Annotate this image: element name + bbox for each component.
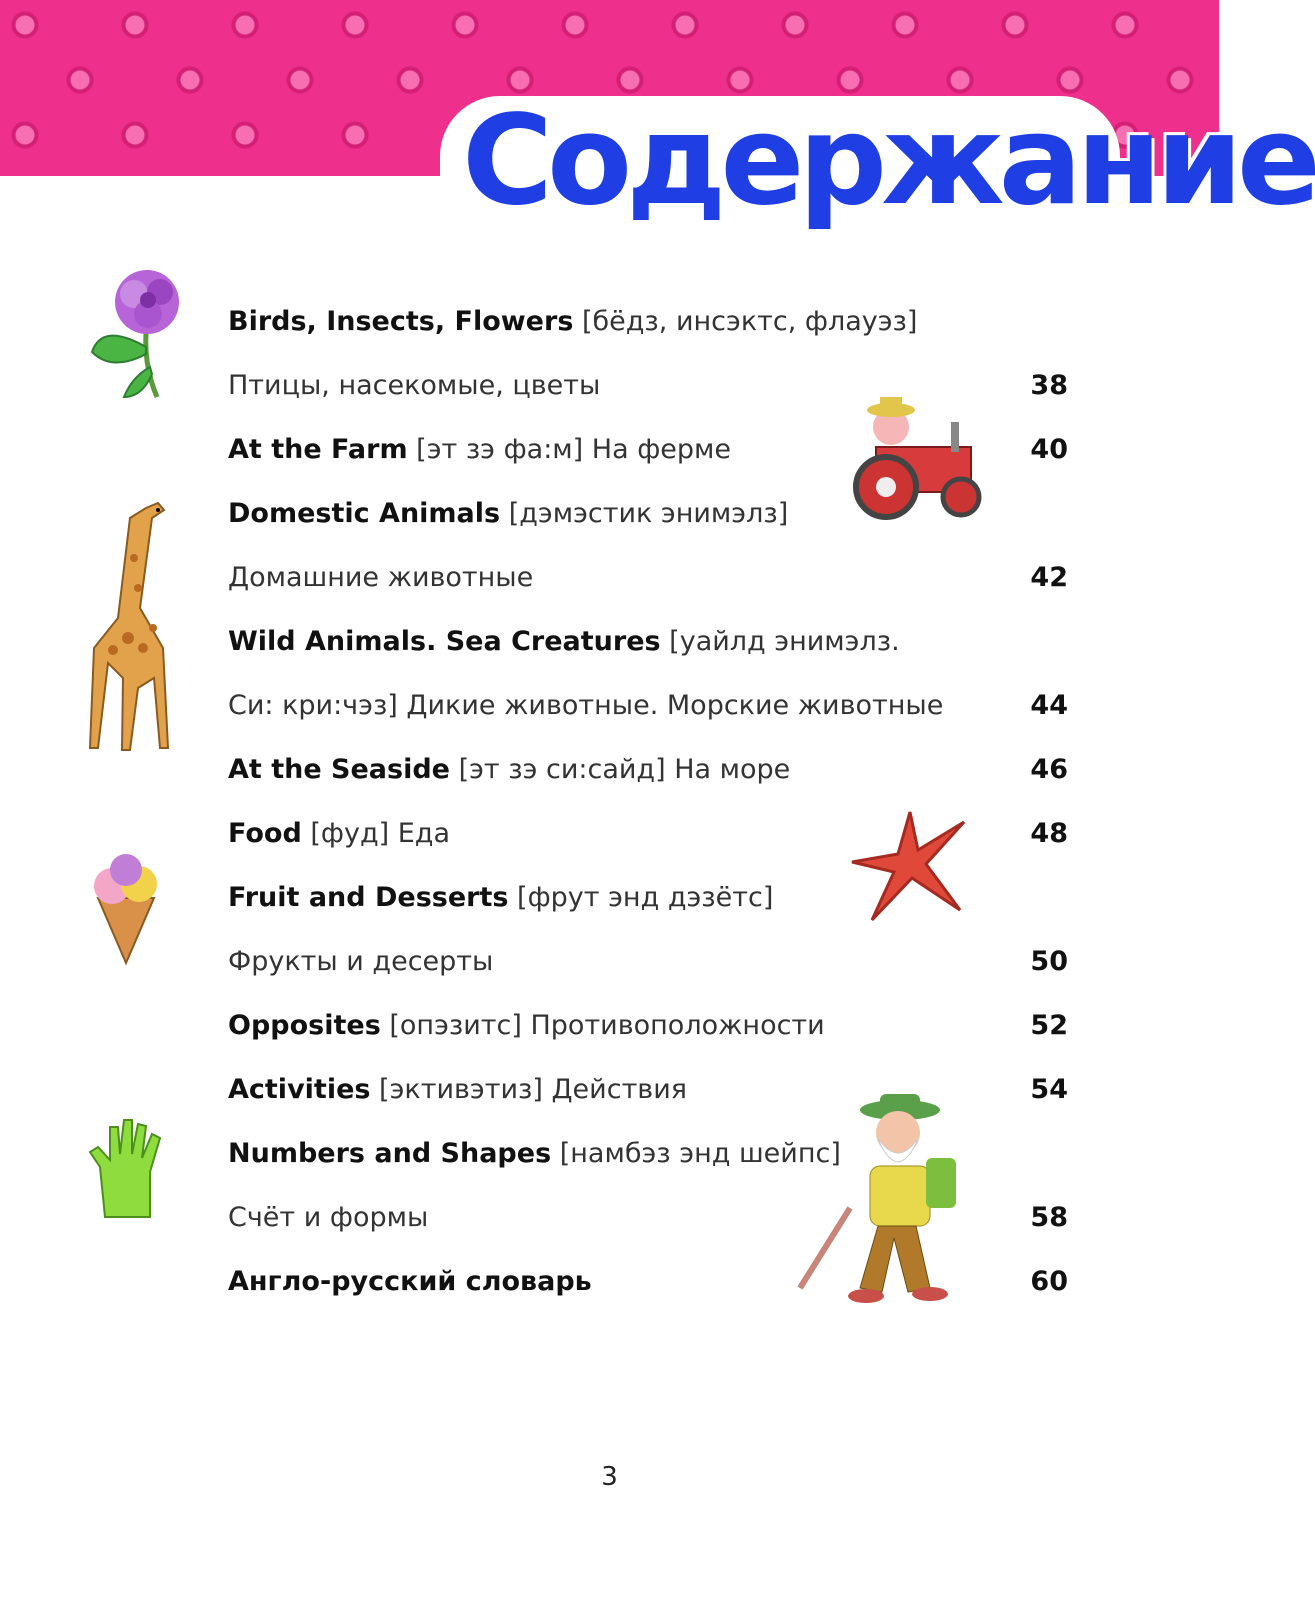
toc-english-title: At the Seaside [228, 754, 450, 785]
toc-transcription: [эт зэ фа:м] На ферме [407, 434, 732, 465]
toc-transcription: Си: кри:чэз] Дикие животные. Морские животные [228, 690, 944, 721]
toc-page-number: 42 [1030, 562, 1068, 593]
toc-row[interactable] [228, 546, 1068, 610]
toc-row[interactable] [228, 1058, 1068, 1122]
toc-row[interactable] [228, 290, 1068, 354]
toc-page-number: 50 [1030, 946, 1068, 977]
toc-row[interactable] [228, 994, 1068, 1058]
flower-icon [62, 262, 187, 402]
toc-row[interactable] [228, 610, 1068, 674]
toc-row[interactable] [228, 674, 1068, 738]
toc-transcription: Фрукты и десерты [228, 946, 494, 977]
toc-transcription: [опэзитс] Противоположности [380, 1010, 825, 1041]
toc-english-title: Activities [228, 1074, 371, 1105]
toc-page-number: 48 [1030, 818, 1068, 849]
toc-transcription: [фуд] Еда [301, 818, 451, 849]
toc-row[interactable] [228, 482, 1068, 546]
toc-transcription: [бёдз, инсэктс, флауэз] [573, 306, 918, 337]
table-of-contents [228, 290, 1068, 1314]
toc-page-number: 40 [1030, 434, 1068, 465]
toc-english-title: Opposites [228, 1010, 381, 1041]
toc-transcription: [эт зэ си:сайд] На море [450, 754, 791, 785]
toc-english-title: Food [228, 818, 302, 849]
toc-english-title: Wild Animals. Sea Creatures [228, 626, 661, 657]
page-title: Содержание [462, 89, 1315, 233]
giraffe-icon [68, 488, 188, 758]
toc-row[interactable] [228, 802, 1068, 866]
toc-transcription: [намбэз энд шейпс] [551, 1138, 841, 1169]
toc-row[interactable] [228, 1250, 1068, 1314]
toc-transcription: [эктивэтиз] Действия [370, 1074, 687, 1105]
toc-page-number: 44 [1030, 690, 1068, 721]
toc-page-number: 54 [1030, 1074, 1068, 1105]
toc-transcription: [уайлд энимэлз. [660, 626, 900, 657]
toc-english-title: Англо-русский словарь [228, 1266, 592, 1297]
toc-english-title: Fruit and Desserts [228, 882, 509, 913]
glove-icon [80, 1112, 180, 1222]
toc-english-title: Numbers and Shapes [228, 1138, 552, 1169]
toc-page-number: 52 [1030, 1010, 1068, 1041]
toc-page-number: 60 [1030, 1266, 1068, 1297]
toc-page-number: 38 [1030, 370, 1068, 401]
toc-page-number: 46 [1030, 754, 1068, 785]
toc-row[interactable] [228, 354, 1068, 418]
toc-row[interactable] [228, 930, 1068, 994]
toc-page-number: 58 [1030, 1202, 1068, 1233]
toc-row[interactable] [228, 418, 1068, 482]
page-number: 3 [601, 1462, 618, 1492]
toc-transcription: Счёт и формы [228, 1202, 429, 1233]
toc-row[interactable] [228, 866, 1068, 930]
toc-english-title: At the Farm [228, 434, 408, 465]
toc-english-title: Birds, Insects, Flowers [228, 306, 574, 337]
toc-row[interactable] [228, 738, 1068, 802]
toc-transcription: Домашние животные [228, 562, 534, 593]
toc-transcription: [фрут энд дэзётс] [508, 882, 774, 913]
toc-row[interactable] [228, 1122, 1068, 1186]
ice-cream-icon [84, 848, 169, 968]
toc-transcription: Птицы, насекомые, цветы [228, 370, 601, 401]
toc-transcription: [дэмэстик энимэлз] [500, 498, 789, 529]
toc-english-title: Domestic Animals [228, 498, 501, 529]
toc-row[interactable] [228, 1186, 1068, 1250]
